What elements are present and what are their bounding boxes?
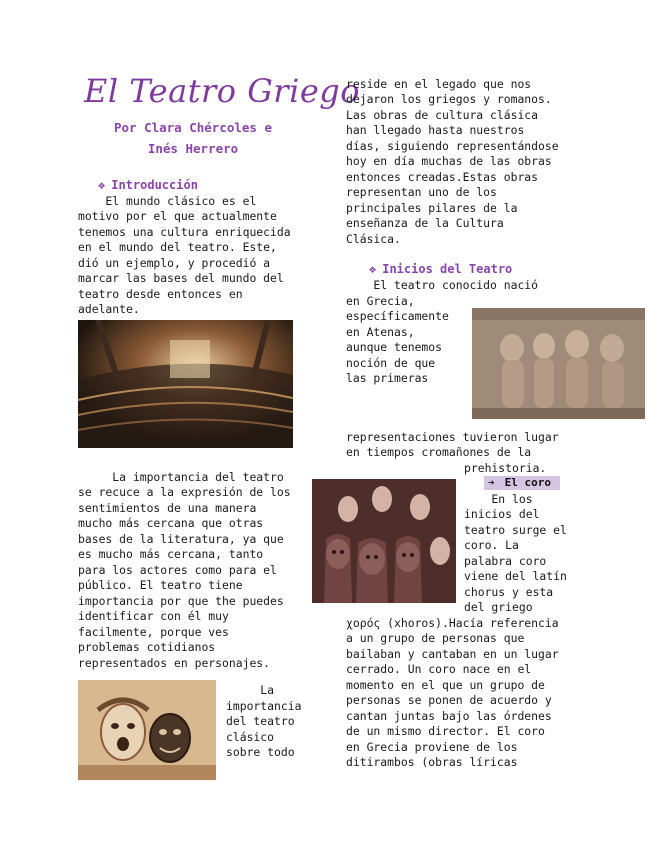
diamond-bullet-icon: ❖ [369, 262, 377, 276]
document-title: El Teatro Griego [84, 72, 361, 110]
text-line: del griego [464, 600, 533, 614]
text-line: adelante. [78, 302, 140, 316]
text-line: Clásica. [346, 232, 401, 246]
text-line: problemas cotidianos [78, 640, 216, 654]
text-line: sobre todo [226, 745, 295, 759]
origins-heading [369, 262, 512, 276]
text-line: específicamente [346, 309, 449, 323]
text-line: viene del latín [464, 569, 567, 583]
theatre-interior-image [78, 320, 293, 448]
text-line: para los actores como para el [78, 563, 277, 577]
text-line: motivo por el que actualmente [78, 209, 277, 223]
text-line: mucho más cercana que otras [78, 516, 264, 530]
byline-line-1: Por Clara Chércoles e [113, 120, 273, 135]
text-line: importancia [226, 699, 302, 713]
text-line: inicios del [464, 507, 540, 521]
byline-line-2: Inés Herrero [147, 141, 239, 156]
text-line: en el mundo del teatro. Este, [78, 240, 277, 254]
coro-subheading [484, 476, 560, 490]
intro-heading-text: Introducción [111, 178, 198, 192]
text-line: dió un ejemplo, y procedió a [78, 256, 271, 270]
text-line: teatro surge el [464, 523, 567, 537]
text-line: χορός (xhoros).Hacía referencia [346, 616, 559, 630]
text-line: personas se ponen de acuerdo y [346, 693, 552, 707]
text-line: La [226, 683, 275, 697]
text-line: a un grupo de personas que [346, 631, 525, 645]
text-line: enseñanza de la Cultura [346, 216, 504, 230]
text-line: tenemos una cultura enriquecida [78, 225, 291, 239]
text-line: han llegado hasta nuestros [346, 123, 525, 137]
text-line: El teatro conocido nació [346, 278, 539, 292]
text-line: en Atenas, [346, 325, 415, 339]
text-line: prehistoria. [464, 461, 547, 475]
diamond-bullet-icon: ❖ [98, 178, 106, 192]
text-line: momento en el que un grupo de [346, 678, 545, 692]
text-line: aunque tenemos [346, 340, 443, 354]
text-line: en tiempos cromañones de la [346, 445, 532, 459]
text-line: cerrado. Un coro nace en el [346, 662, 532, 676]
intro-heading [98, 178, 198, 192]
text-line: del teatro [226, 714, 295, 728]
text-line: días, siguiendo representándose [346, 139, 559, 153]
text-line: sentimientos de una manera [78, 501, 257, 515]
text-line: teatro desde entonces en [78, 287, 243, 301]
text-line: El mundo clásico es el [78, 194, 257, 208]
text-line: Las obras de cultura clásica [346, 108, 539, 122]
text-line: público. El teatro tiene [78, 578, 243, 592]
text-line: bases de la literatura, ya que [78, 532, 284, 546]
text-line: La importancia del teatro [78, 470, 284, 484]
text-line: ditirambos (obras líricas [346, 755, 518, 769]
text-line: es mucho más cercana, tanto [78, 547, 264, 561]
text-line: En los [464, 492, 533, 506]
greek-relief-sculpture-image [472, 308, 645, 419]
text-line: en Grecia, [346, 294, 415, 308]
text-line: representados en personajes. [78, 656, 271, 670]
text-line: se recuce a la expresión de los [78, 485, 291, 499]
text-line: representan uno de los [346, 185, 497, 199]
text-line: principales pilares de la [346, 201, 518, 215]
coro-subheading-text: El coro [504, 476, 551, 489]
text-line: chorus y esta [464, 585, 554, 599]
text-line: clásico [226, 730, 275, 744]
chorus-masks-image [312, 479, 456, 603]
origins-heading-text: Inicios del Teatro [382, 262, 513, 276]
text-line: hoy en día muchas de las obras [346, 154, 552, 168]
text-line: reside en el legado que nos [346, 77, 532, 91]
text-line: facilmente, porque ves [78, 625, 229, 639]
text-line: entonces creadas.Estas obras [346, 170, 539, 184]
text-line: coro. La [464, 538, 519, 552]
text-line: palabra coro [464, 554, 547, 568]
text-line: de un mismo director. El coro [346, 724, 545, 738]
text-line: importancia por que the puedes [78, 594, 284, 608]
theatre-masks-mosaic-image [78, 680, 216, 780]
text-line: noción de que [346, 356, 436, 370]
text-line: en Grecia proviene de los [346, 740, 518, 754]
text-line: dejaron los griegos y romanos. [346, 92, 552, 106]
arrow-right-icon: ➔ [488, 476, 495, 489]
text-line: marcar las bases del mundo del [78, 271, 284, 285]
text-line: identificar con él muy [78, 609, 229, 623]
text-line: las primeras [346, 371, 429, 385]
text-line: bailaban y cantaban en un lugar [346, 647, 559, 661]
text-line: representaciones tuvieron lugar [346, 430, 559, 444]
text-line: cantan juntas bajo las órdenes [346, 709, 552, 723]
